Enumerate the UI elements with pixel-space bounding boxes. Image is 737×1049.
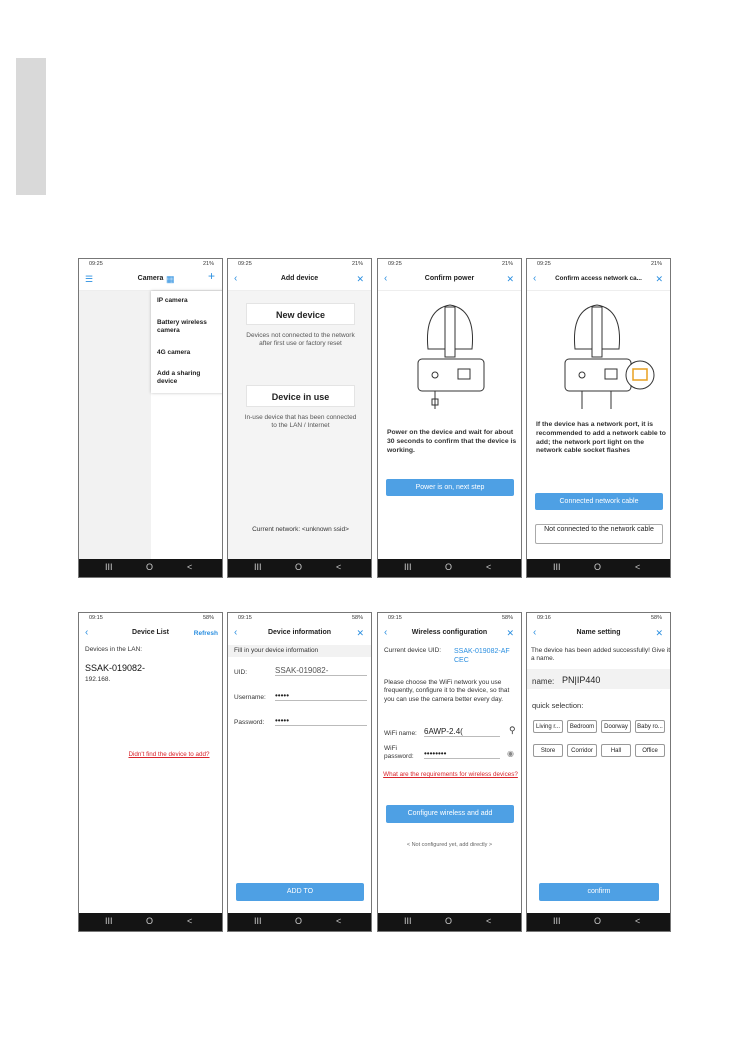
current-network: Current network: <unknown ssid> (252, 526, 349, 533)
add-icon[interactable]: + (207, 269, 215, 283)
page-title: Camera (137, 275, 164, 282)
status-battery: 58% (501, 615, 513, 621)
camera-network-port-icon (547, 299, 657, 414)
status-bar (378, 259, 521, 269)
back-arrow-icon[interactable]: ‹ (533, 627, 537, 638)
username-field[interactable]: ••••• (275, 691, 367, 701)
status-battery: 58% (351, 615, 363, 621)
status-time: 09:25 (388, 261, 402, 267)
phone-device-list (78, 612, 223, 932)
status-battery: 21% (202, 261, 214, 267)
page-title: Wireless configuration (411, 629, 488, 636)
not-connected-cable-button[interactable]: Not connected to the network cable (535, 524, 663, 544)
recent-apps-button[interactable]: III (404, 562, 412, 572)
close-icon[interactable]: ✕ (655, 274, 663, 284)
skip-config-link[interactable]: < Not configured yet, add directly > (406, 842, 493, 848)
status-battery: 21% (351, 261, 363, 267)
status-bar (79, 613, 222, 623)
device-in-use-button[interactable]: Device in use (246, 385, 355, 407)
status-time: 09:16 (537, 615, 551, 621)
page-title: Name setting (576, 629, 621, 636)
status-battery: 58% (650, 615, 662, 621)
phone-wireless-config (377, 612, 522, 932)
device-in-use-desc: In-use device that has been connected to the LAN / Internet (244, 414, 357, 430)
back-button[interactable]: < (187, 916, 193, 926)
quick-tag[interactable]: Living r... (533, 720, 563, 733)
wifi-instructions: Please choose the WiFi network you use frequently, configure it to the device, so that you can use the camera better every day. (384, 679, 510, 703)
page-title: Confirm power (424, 275, 475, 282)
quick-tag[interactable]: Store (533, 744, 563, 757)
close-icon[interactable]: ✕ (356, 628, 364, 638)
name-label: name: (532, 677, 555, 686)
recent-apps-button[interactable]: III (553, 562, 561, 572)
status-bar (228, 613, 371, 623)
close-icon[interactable]: ✕ (506, 274, 514, 284)
header (527, 269, 670, 291)
phone-camera-menu (78, 258, 223, 578)
recent-apps-button[interactable]: III (553, 916, 561, 926)
power-instructions: Power on the device and wait for about 30 seconds to confirm that the device is working. (387, 429, 517, 454)
back-button[interactable]: < (635, 916, 641, 926)
header (527, 623, 670, 645)
back-button[interactable]: < (635, 562, 641, 572)
status-battery: 58% (202, 615, 214, 621)
power-on-next-button[interactable]: Power is on, next step (386, 479, 514, 496)
phone-network-cable (526, 258, 671, 578)
username-label: Username: (234, 694, 266, 701)
recent-apps-button[interactable]: III (105, 916, 113, 926)
menu-item-sharing[interactable]: Add a sharing device (157, 370, 201, 386)
recent-apps-button[interactable]: III (254, 562, 262, 572)
system-nav-bar (228, 913, 371, 931)
wifi-name-label: WiFi name: (384, 730, 417, 737)
status-bar (228, 259, 371, 269)
quick-tag[interactable]: Corridor (567, 744, 597, 757)
menu-item-4g-camera[interactable]: 4G camera (157, 349, 191, 356)
back-button[interactable]: < (486, 916, 492, 926)
password-label: Password: (234, 719, 265, 726)
eye-icon[interactable]: ◉ (507, 749, 514, 758)
system-nav-bar (79, 559, 222, 577)
name-field[interactable]: PN|IP440 (562, 675, 601, 685)
device-ip: 192.168. (85, 676, 111, 683)
search-icon[interactable]: ⚲ (509, 725, 516, 735)
password-field[interactable]: ••••• (275, 716, 367, 726)
new-device-button[interactable]: New device (246, 303, 355, 325)
new-device-desc: Devices not connected to the network after first use or factory reset (246, 332, 355, 348)
back-button[interactable]: < (336, 562, 342, 572)
quick-tag[interactable]: Baby ro... (635, 720, 665, 733)
status-bar (527, 259, 670, 269)
system-nav-bar (527, 559, 670, 577)
quick-tag[interactable]: Bedroom (567, 720, 597, 733)
status-time: 09:15 (238, 615, 252, 621)
home-button[interactable]: O (146, 562, 154, 572)
camera-illustration-icon (400, 299, 500, 414)
recent-apps-button[interactable]: III (404, 916, 412, 926)
back-button[interactable]: < (486, 562, 492, 572)
network-cable-instructions: If the device has a network port, it is recommended to add a network cable to add; the network port light on the network cable socket flashes (536, 421, 666, 455)
hamburger-icon[interactable]: ☰ (85, 274, 94, 284)
uid-label: Current device UID: (384, 647, 442, 654)
add-menu (151, 291, 223, 393)
header (79, 623, 222, 645)
grid-icon[interactable]: ▦ (166, 274, 175, 284)
header (228, 269, 371, 291)
uid-value: SSAK-019082-AF CEC (454, 648, 510, 665)
uid-label: UID: (234, 669, 247, 676)
wifi-password-field[interactable]: •••••••• (424, 749, 500, 759)
quick-selection-label: quick selection: (532, 701, 584, 710)
system-nav-bar (228, 559, 371, 577)
wireless-requirements-link[interactable]: What are the requirements for wireless devices? (383, 771, 518, 778)
recent-apps-button[interactable]: III (105, 562, 113, 572)
recent-apps-button[interactable]: III (254, 916, 262, 926)
phone-name-setting (526, 612, 671, 932)
back-arrow-icon[interactable]: ‹ (384, 273, 388, 284)
status-bar (378, 613, 521, 623)
quick-tag[interactable]: Office (635, 744, 665, 757)
refresh-button[interactable]: Refresh (193, 630, 218, 637)
section-header: Fill in your device information (228, 645, 371, 657)
section-tab (16, 58, 46, 195)
status-time: 09:25 (238, 261, 252, 267)
back-button[interactable]: < (336, 916, 342, 926)
phone-confirm-power (377, 258, 522, 578)
success-message: The device has been added successfully! Give it a name. (531, 647, 671, 663)
phone-device-information (227, 612, 372, 932)
header (79, 269, 222, 291)
status-time: 09:15 (89, 615, 103, 621)
back-arrow-icon[interactable]: ‹ (85, 627, 89, 638)
status-bar (527, 613, 670, 623)
home-button[interactable]: O (295, 916, 303, 926)
close-icon[interactable]: ✕ (655, 628, 663, 638)
phone-add-device (227, 258, 372, 578)
header (378, 623, 521, 645)
quick-tag[interactable]: Doorway (601, 720, 631, 733)
status-time: 09:25 (537, 261, 551, 267)
close-icon[interactable]: ✕ (356, 274, 364, 284)
home-button[interactable]: O (445, 916, 453, 926)
wifi-name-field[interactable]: 6AWP-2.4( (424, 727, 500, 737)
back-arrow-icon[interactable]: ‹ (384, 627, 388, 638)
device-not-found-link[interactable]: Didn't find the device to add? (128, 751, 210, 758)
back-arrow-icon[interactable]: ‹ (234, 273, 238, 284)
menu-item-ip-camera[interactable]: IP camera (157, 297, 188, 304)
home-button[interactable]: O (445, 562, 453, 572)
home-button[interactable]: O (594, 562, 602, 572)
menu-item-battery-camera[interactable]: Battery wireless camera (157, 319, 207, 335)
connected-cable-button[interactable]: Connected network cable (535, 493, 663, 510)
uid-field[interactable]: SSAK-019082- (275, 666, 367, 676)
home-button[interactable]: O (146, 916, 154, 926)
system-nav-bar (79, 913, 222, 931)
back-arrow-icon[interactable]: ‹ (533, 273, 537, 284)
page-title: Device List (132, 629, 169, 636)
system-nav-bar (527, 913, 670, 931)
header (378, 269, 521, 291)
add-to-button[interactable]: ADD TO (236, 883, 364, 901)
home-button[interactable]: O (295, 562, 303, 572)
back-button[interactable]: < (187, 562, 193, 572)
status-bar (79, 259, 222, 269)
status-battery: 21% (501, 261, 513, 267)
lan-label: Devices in the LAN: (85, 646, 143, 653)
quick-tag[interactable]: Hall (601, 744, 631, 757)
device-name[interactable]: SSAK-019082- (85, 663, 146, 673)
status-time: 09:25 (89, 261, 103, 267)
page-title: Confirm access network ca... (555, 275, 642, 282)
dimmed-area (79, 291, 151, 561)
configure-wireless-button[interactable]: Configure wireless and add (386, 805, 514, 823)
back-arrow-icon[interactable]: ‹ (234, 627, 238, 638)
close-icon[interactable]: ✕ (506, 628, 514, 638)
system-nav-bar (378, 913, 521, 931)
page-title: Add device (280, 275, 319, 282)
home-button[interactable]: O (594, 916, 602, 926)
wifi-password-label: WiFi password: (384, 745, 414, 760)
system-nav-bar (378, 559, 521, 577)
confirm-button[interactable]: confirm (539, 883, 659, 901)
page-title: Device information (267, 629, 331, 636)
header (228, 623, 371, 645)
status-battery: 21% (650, 261, 662, 267)
status-time: 09:15 (388, 615, 402, 621)
